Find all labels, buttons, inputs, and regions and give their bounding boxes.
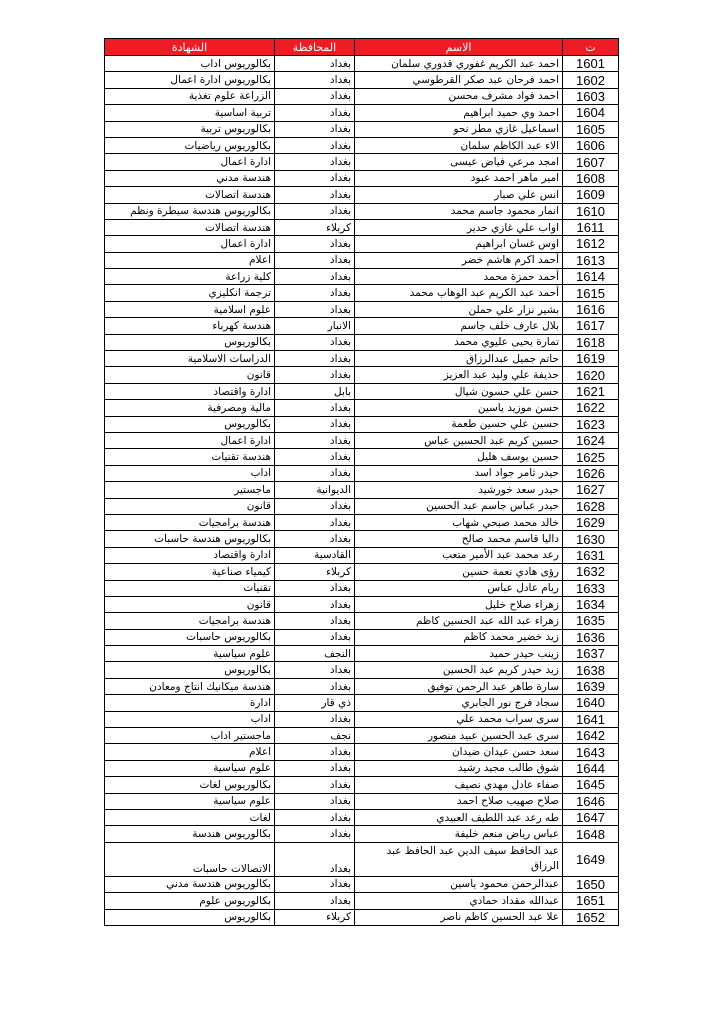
row-governorate: بابل [275,383,355,399]
row-number: 1602 [563,72,619,88]
row-name: زينب حيدر حميد [355,646,563,662]
row-degree: اعلام [105,744,275,760]
row-degree: هندسة برامجيات [105,514,275,530]
row-number: 1626 [563,465,619,481]
table-row [105,137,619,153]
row-number: 1612 [563,236,619,252]
row-governorate: بغداد [275,893,355,909]
row-degree: بكالوريوس علوم [105,893,275,909]
row-name: رؤى هادي نعمة حسين [355,564,563,580]
table-row [105,121,619,137]
row-governorate: الانبار [275,318,355,334]
row-degree: ماجستير [105,482,275,498]
row-degree: قانون [105,596,275,612]
row-name: احمد عبد الكريم غفوري قدوري سلمان [355,56,563,72]
row-governorate: بغداد [275,285,355,301]
row-number: 1604 [563,105,619,121]
row-number: 1636 [563,629,619,645]
row-name: احمد وي حميد ابراهيم [355,105,563,121]
header-row [105,39,619,56]
table-row [105,547,619,563]
row-name: امجد مرعي فياض عيسى [355,154,563,170]
table-row [105,252,619,268]
row-name: سرى سراب محمد علي [355,711,563,727]
table-row [105,88,619,104]
table-row [105,269,619,285]
row-number: 1615 [563,285,619,301]
row-governorate: بغداد [275,154,355,170]
row-number: 1631 [563,547,619,563]
row-name: حذيفة علي وليد عبد العزيز [355,367,563,383]
table-row [105,400,619,416]
row-degree: اعلام [105,252,275,268]
row-governorate: بغداد [275,269,355,285]
row-degree: بكالوريوس [105,909,275,925]
row-degree: هندسة اتصالات [105,219,275,235]
row-degree: هندسة كهرباء [105,318,275,334]
row-name: حيدر سعد خورشيد [355,482,563,498]
row-number: 1641 [563,711,619,727]
row-governorate: بغداد [275,301,355,317]
graduates-table [104,38,619,926]
table-row [105,531,619,547]
row-number: 1623 [563,416,619,432]
row-governorate: بغداد [275,580,355,596]
row-number: 1620 [563,367,619,383]
row-name: حسن موزيد ياسين [355,400,563,416]
table-row [105,236,619,252]
row-name: حاتم جميل عبدالرزاق [355,351,563,367]
row-name: علا عبد الحسين كاظم ناصر [355,909,563,925]
row-name: عبد الحافظ سيف الدين عبد الحافظ عبد الرزاق [355,842,563,876]
row-name: زهراء عبد الله عبد الحسين كاظم [355,613,563,629]
table-row [105,154,619,170]
row-governorate: بغداد [275,876,355,892]
row-governorate: الديوانية [275,482,355,498]
row-governorate: النجف [275,646,355,662]
table-row [105,809,619,825]
table-row [105,909,619,925]
row-degree: بكالوريوس رياضيات [105,137,275,153]
row-degree: مالية ومصرفية [105,400,275,416]
row-governorate: بغداد [275,662,355,678]
row-governorate: بغداد [275,744,355,760]
row-number: 1649 [563,842,619,876]
row-governorate: بغداد [275,777,355,793]
row-governorate: القادسية [275,547,355,563]
row-number: 1613 [563,252,619,268]
row-governorate: بغداد [275,236,355,252]
table-row [105,219,619,235]
row-governorate: بغداد [275,400,355,416]
row-governorate: ذي قار [275,695,355,711]
row-degree: ماجستير اداب [105,728,275,744]
row-name: عبدالرحمن محمود ياسين [355,876,563,892]
table-row [105,876,619,892]
table-row [105,482,619,498]
row-name: انمار محمود جاسم محمد [355,203,563,219]
row-degree: علوم سياسية [105,646,275,662]
row-number: 1640 [563,695,619,711]
row-name: أحمد حمزة محمد [355,269,563,285]
row-number: 1618 [563,334,619,350]
row-degree: هندسة مدني [105,170,275,186]
row-governorate: بغداد [275,449,355,465]
row-governorate: بغداد [275,842,355,876]
table-row [105,367,619,383]
row-degree: ادارة واقتصاد [105,383,275,399]
row-number: 1634 [563,596,619,612]
row-degree: لغات [105,809,275,825]
row-name: سجاد فرج نور الجابري [355,695,563,711]
row-name: صفاء عادل مهدي نصيف [355,777,563,793]
row-governorate: بغداد [275,826,355,842]
row-governorate: بغداد [275,531,355,547]
table-row [105,596,619,612]
row-degree: الزراعة علوم تغذية [105,88,275,104]
row-number: 1633 [563,580,619,596]
table-row [105,777,619,793]
table-row [105,301,619,317]
row-name: داليا قاسم محمد صالح [355,531,563,547]
row-name: حسين كريم عبد الحسين عباس [355,432,563,448]
row-number: 1651 [563,893,619,909]
row-name: عباس رياض منعم خليفة [355,826,563,842]
row-number: 1605 [563,121,619,137]
row-governorate: بغداد [275,351,355,367]
table-row [105,826,619,842]
table-row [105,203,619,219]
table-row [105,744,619,760]
row-degree: بكالوريوس اداب [105,56,275,72]
table-row [105,383,619,399]
row-name: أحمد اكرم هاشم خضر [355,252,563,268]
row-number: 1637 [563,646,619,662]
table-row [105,105,619,121]
row-governorate: كربلاء [275,909,355,925]
row-degree: بكالوريوس هندسة مدني [105,876,275,892]
row-number: 1621 [563,383,619,399]
row-name: بلال عارف خلف جاسم [355,318,563,334]
table-row [105,72,619,88]
row-number: 1652 [563,909,619,925]
row-degree: ادارة اعمال [105,236,275,252]
table-row [105,728,619,744]
row-number: 1647 [563,809,619,825]
row-number: 1639 [563,678,619,694]
row-name: زيد خضير محمد كاظم [355,629,563,645]
table-row [105,514,619,530]
row-number: 1609 [563,187,619,203]
table-row [105,449,619,465]
row-name: حيدر ثامر جواد اسد [355,465,563,481]
table-body [105,56,619,926]
row-number: 1624 [563,432,619,448]
row-number: 1627 [563,482,619,498]
row-name: زيد حيدر كريم عبد الحسين [355,662,563,678]
row-name: انس علي صبار [355,187,563,203]
row-governorate: بغداد [275,121,355,137]
row-name: حسين علي حسين طعمة [355,416,563,432]
row-number: 1629 [563,514,619,530]
header-governorate: المحافظة [275,39,355,56]
row-name: اواب علي غازي حدير [355,219,563,235]
row-governorate: بغداد [275,416,355,432]
row-name: امير ماهر احمد عبود [355,170,563,186]
row-degree: بكالوريوس ادارة اعمال [105,72,275,88]
row-governorate: بغداد [275,809,355,825]
row-governorate: بغداد [275,793,355,809]
row-number: 1619 [563,351,619,367]
row-number: 1635 [563,613,619,629]
table-row [105,580,619,596]
row-degree: كلية زراعة [105,269,275,285]
row-governorate: بغداد [275,367,355,383]
row-degree: بكالوريوس تربية [105,121,275,137]
row-number: 1630 [563,531,619,547]
row-degree: الدراسات الاسلامية [105,351,275,367]
row-governorate: بغداد [275,187,355,203]
table-row [105,432,619,448]
row-governorate: بغداد [275,252,355,268]
row-degree: بكالوريوس هندسة سيطرة ونظم [105,203,275,219]
row-name: احمد فواد مشرف محسن [355,88,563,104]
table-row [105,318,619,334]
row-name: تمارة يحيى عليوي محمد [355,334,563,350]
table-row [105,465,619,481]
table-row [105,351,619,367]
row-degree: علوم اسلامية [105,301,275,317]
row-governorate: بغداد [275,170,355,186]
header-name: الاسم [355,39,563,56]
header-degree: الشهادة [105,39,275,56]
table-row [105,170,619,186]
table-row [105,662,619,678]
row-name: حسين يوسف هليل [355,449,563,465]
row-number: 1607 [563,154,619,170]
row-number: 1617 [563,318,619,334]
row-governorate: نجف [275,728,355,744]
row-degree: هندسة تقنيات [105,449,275,465]
table-row [105,793,619,809]
row-name: احمد فرحان عبد صكر القرطوسي [355,72,563,88]
row-name: بشير نزار علي حملن [355,301,563,317]
row-degree: بكالوريوس [105,334,275,350]
row-degree: هندسة برامجيات [105,613,275,629]
table-row [105,56,619,72]
table-row [105,646,619,662]
row-degree: علوم سياسية [105,760,275,776]
row-name: سعد حسن عيدان ضيدان [355,744,563,760]
table-row [105,613,619,629]
row-degree: ادارة واقتصاد [105,547,275,563]
row-degree: اداب [105,465,275,481]
row-degree: تربية اساسية [105,105,275,121]
row-degree: قانون [105,367,275,383]
row-governorate: بغداد [275,596,355,612]
row-name: طه رعد عبد اللطيف العبيدي [355,809,563,825]
row-number: 1610 [563,203,619,219]
row-number: 1614 [563,269,619,285]
row-number: 1611 [563,219,619,235]
row-degree: ادارة اعمال [105,432,275,448]
row-name: أحمد عبد الكريم عبد الوهاب محمد [355,285,563,301]
row-number: 1646 [563,793,619,809]
row-name: صلاح صهيب صلاح احمد [355,793,563,809]
row-name: اوس غسان ابراهيم [355,236,563,252]
row-degree: قانون [105,498,275,514]
row-number: 1622 [563,400,619,416]
table-row [105,285,619,301]
row-number: 1603 [563,88,619,104]
row-degree: ترجمة انكليزي [105,285,275,301]
row-degree: بكالوريوس [105,416,275,432]
row-number: 1628 [563,498,619,514]
row-degree: ادارة [105,695,275,711]
row-governorate: بغداد [275,88,355,104]
row-governorate: بغداد [275,498,355,514]
row-governorate: بغداد [275,105,355,121]
row-name: شوق طالب مجيد رشيد [355,760,563,776]
row-name: زهراء صلاح خليل [355,596,563,612]
row-number: 1650 [563,876,619,892]
row-degree: هندسة ميكانيك انتاج ومعادن [105,678,275,694]
row-name: سارة طاهر عبد الرحمن توفيق [355,678,563,694]
row-governorate: بغداد [275,137,355,153]
row-number: 1643 [563,744,619,760]
row-number: 1625 [563,449,619,465]
row-number: 1616 [563,301,619,317]
row-governorate: بغداد [275,56,355,72]
table-row [105,334,619,350]
row-degree: بكالوريوس هندسة [105,826,275,842]
row-governorate: بغداد [275,711,355,727]
row-degree: علوم سياسية [105,793,275,809]
row-governorate: بغداد [275,514,355,530]
table-row [105,187,619,203]
table-row [105,711,619,727]
row-governorate: بغداد [275,432,355,448]
row-name: رعد محمد عبد الأمير متعب [355,547,563,563]
row-name: عبدالله مقداد حمادي [355,893,563,909]
table-row [105,416,619,432]
row-number: 1648 [563,826,619,842]
row-degree: الاتصالات حاسبات [105,842,275,876]
row-governorate: كربلاء [275,564,355,580]
row-governorate: كربلاء [275,219,355,235]
row-name: حسن علي حسون شيال [355,383,563,399]
row-number: 1601 [563,56,619,72]
row-degree: تقنيات [105,580,275,596]
row-degree: بكالوريوس حاسبات [105,629,275,645]
row-number: 1642 [563,728,619,744]
table-row [105,564,619,580]
row-number: 1644 [563,760,619,776]
table-row [105,695,619,711]
table-row [105,893,619,909]
row-governorate: بغداد [275,465,355,481]
table-row [105,760,619,776]
row-governorate: بغداد [275,72,355,88]
row-name: ريام عادل عباس [355,580,563,596]
row-degree: اداب [105,711,275,727]
row-governorate: بغداد [275,678,355,694]
row-degree: ادارة اعمال [105,154,275,170]
row-name: خالد محمد صبحي شهاب [355,514,563,530]
row-degree: بكالوريوس [105,662,275,678]
row-number: 1632 [563,564,619,580]
row-degree: كيمياء صناعية [105,564,275,580]
header-number: ت [563,39,619,56]
row-governorate: بغداد [275,613,355,629]
row-degree: بكالوريوس هندسة حاسبات [105,531,275,547]
table-row [105,629,619,645]
row-number: 1638 [563,662,619,678]
row-number: 1606 [563,137,619,153]
row-governorate: بغداد [275,629,355,645]
table-row [105,498,619,514]
row-number: 1608 [563,170,619,186]
table-row [105,678,619,694]
row-name: حيدر عباس جاسم عبد الحسين [355,498,563,514]
row-degree: هندسة اتصالات [105,187,275,203]
row-degree: بكالوريوس لغات [105,777,275,793]
row-name: اسماعيل غازي مطر نحو [355,121,563,137]
row-name: الاء عبد الكاظم سلمان [355,137,563,153]
row-governorate: بغداد [275,334,355,350]
row-governorate: بغداد [275,203,355,219]
table-row [105,842,619,876]
row-number: 1645 [563,777,619,793]
row-governorate: بغداد [275,760,355,776]
row-name: سرى عبد الحسين عبيد منصور [355,728,563,744]
